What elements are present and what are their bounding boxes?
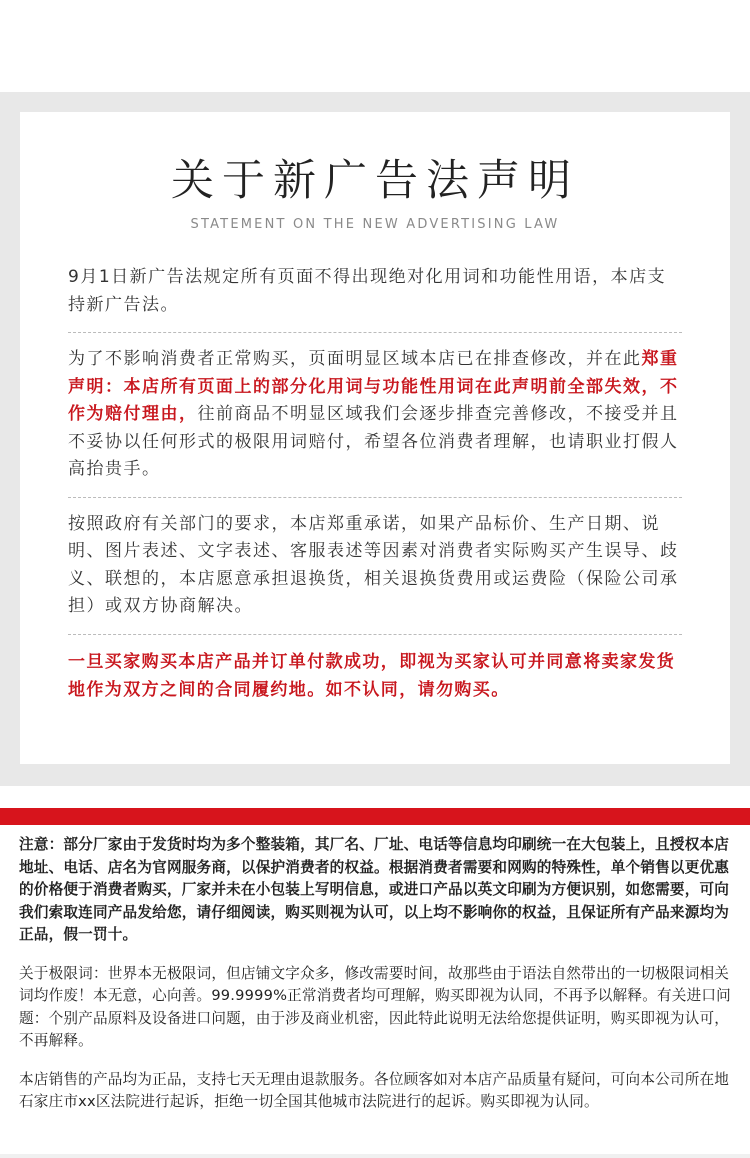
dashed-divider-2 xyxy=(68,497,682,498)
statement-paragraph-4-red: 一旦买家购买本店产品并订单付款成功，即视为买家认可并同意将卖家发货地作为双方之间的合同履约地。如不认同，请勿购买。 xyxy=(68,651,676,700)
paragraph-2-red-declaration: 郑重声明：本店所有页面上的部分化用词与功能性用词在此声明前全部失效，不作为赔付理由， xyxy=(68,349,679,424)
notice-paragraph: 注意：部分厂家由于发货时均为多个整装箱，其厂名、厂址、电话等信息均印刷统一在大包装上，且授权本店地址、电话、店名为官网服务商，以保护消费者的权益。根据消费者需要和网购的特殊性，单个销售以更优惠的价格便于消费者购买，厂家并未在小包装上写明信息，或进口产品以英文印刷为方便识别，如您需要，可向我们索取连同产品发给您，请仔细阅读，购买则视为认可，以上均不影响你的权益，且保证所有产品来源均为正品，假一罚十。 xyxy=(19,836,730,943)
red-separator-bar xyxy=(0,808,750,825)
top-spacer xyxy=(0,0,750,92)
paragraph-2-suffix: 往前商品不明显区域我们会逐步排查完善修改，不接受并且不妥协以任何形式的极限用词赔付，希望各位消费者理解，也请职业打假人高抬贵手。 xyxy=(68,404,679,479)
dashed-divider-3 xyxy=(68,634,682,635)
notes-section xyxy=(19,834,733,1114)
statement-paragraph-1: 9月1日新广告法规定所有页面不得出现绝对化用词和功能性用语，本店支持新广告法。 xyxy=(68,267,667,315)
authenticity-paragraph: 本店销售的产品均为正品，支持七天无理由退款服务。各位顾客如对本店产品质量有疑问，可向本公司所在地石家庄市xx区法院进行起诉，拒绝一切全国其他城市法院进行的起诉。购买即视为认同。 xyxy=(19,1070,730,1110)
bottom-edge xyxy=(0,1154,750,1158)
statement-paragraph-3: 按照政府有关部门的要求，本店郑重承诺，如果产品标价、生产日期、说明、图片表述、文字表述、客服表述等因素对消费者实际购买产生误导、歧义、联想的，本店愿意承担退换货，相关退换货费用或运费险（保险公司承担）或双方协商解决。 xyxy=(68,513,679,616)
statement-subtitle: STATEMENT ON THE NEW ADVERTISING LAW xyxy=(190,217,560,232)
statement-paragraph-2 xyxy=(68,346,682,484)
statement-card xyxy=(20,112,730,764)
extreme-words-paragraph: 关于极限词：世界本无极限词，但店铺文字众多，修改需要时间，故那些由于语法自然带出的一切极限词相关词均作废！本无意，心向善。99.9999%正常消费者均可理解，购买即视为认同，不再予以解释。有关进口问题：个别产品原料及设备进口问题，由于涉及商业机密，因此特此说明无法给您提供证明，购买即视为认可，不再解释。 xyxy=(19,964,731,1049)
dashed-divider-1 xyxy=(68,332,682,333)
paragraph-2-prefix: 为了不影响消费者正常购买，页面明显区域本店已在排查修改，并在此 xyxy=(68,349,642,369)
statement-title: 关于新广告法声明 xyxy=(171,156,579,206)
